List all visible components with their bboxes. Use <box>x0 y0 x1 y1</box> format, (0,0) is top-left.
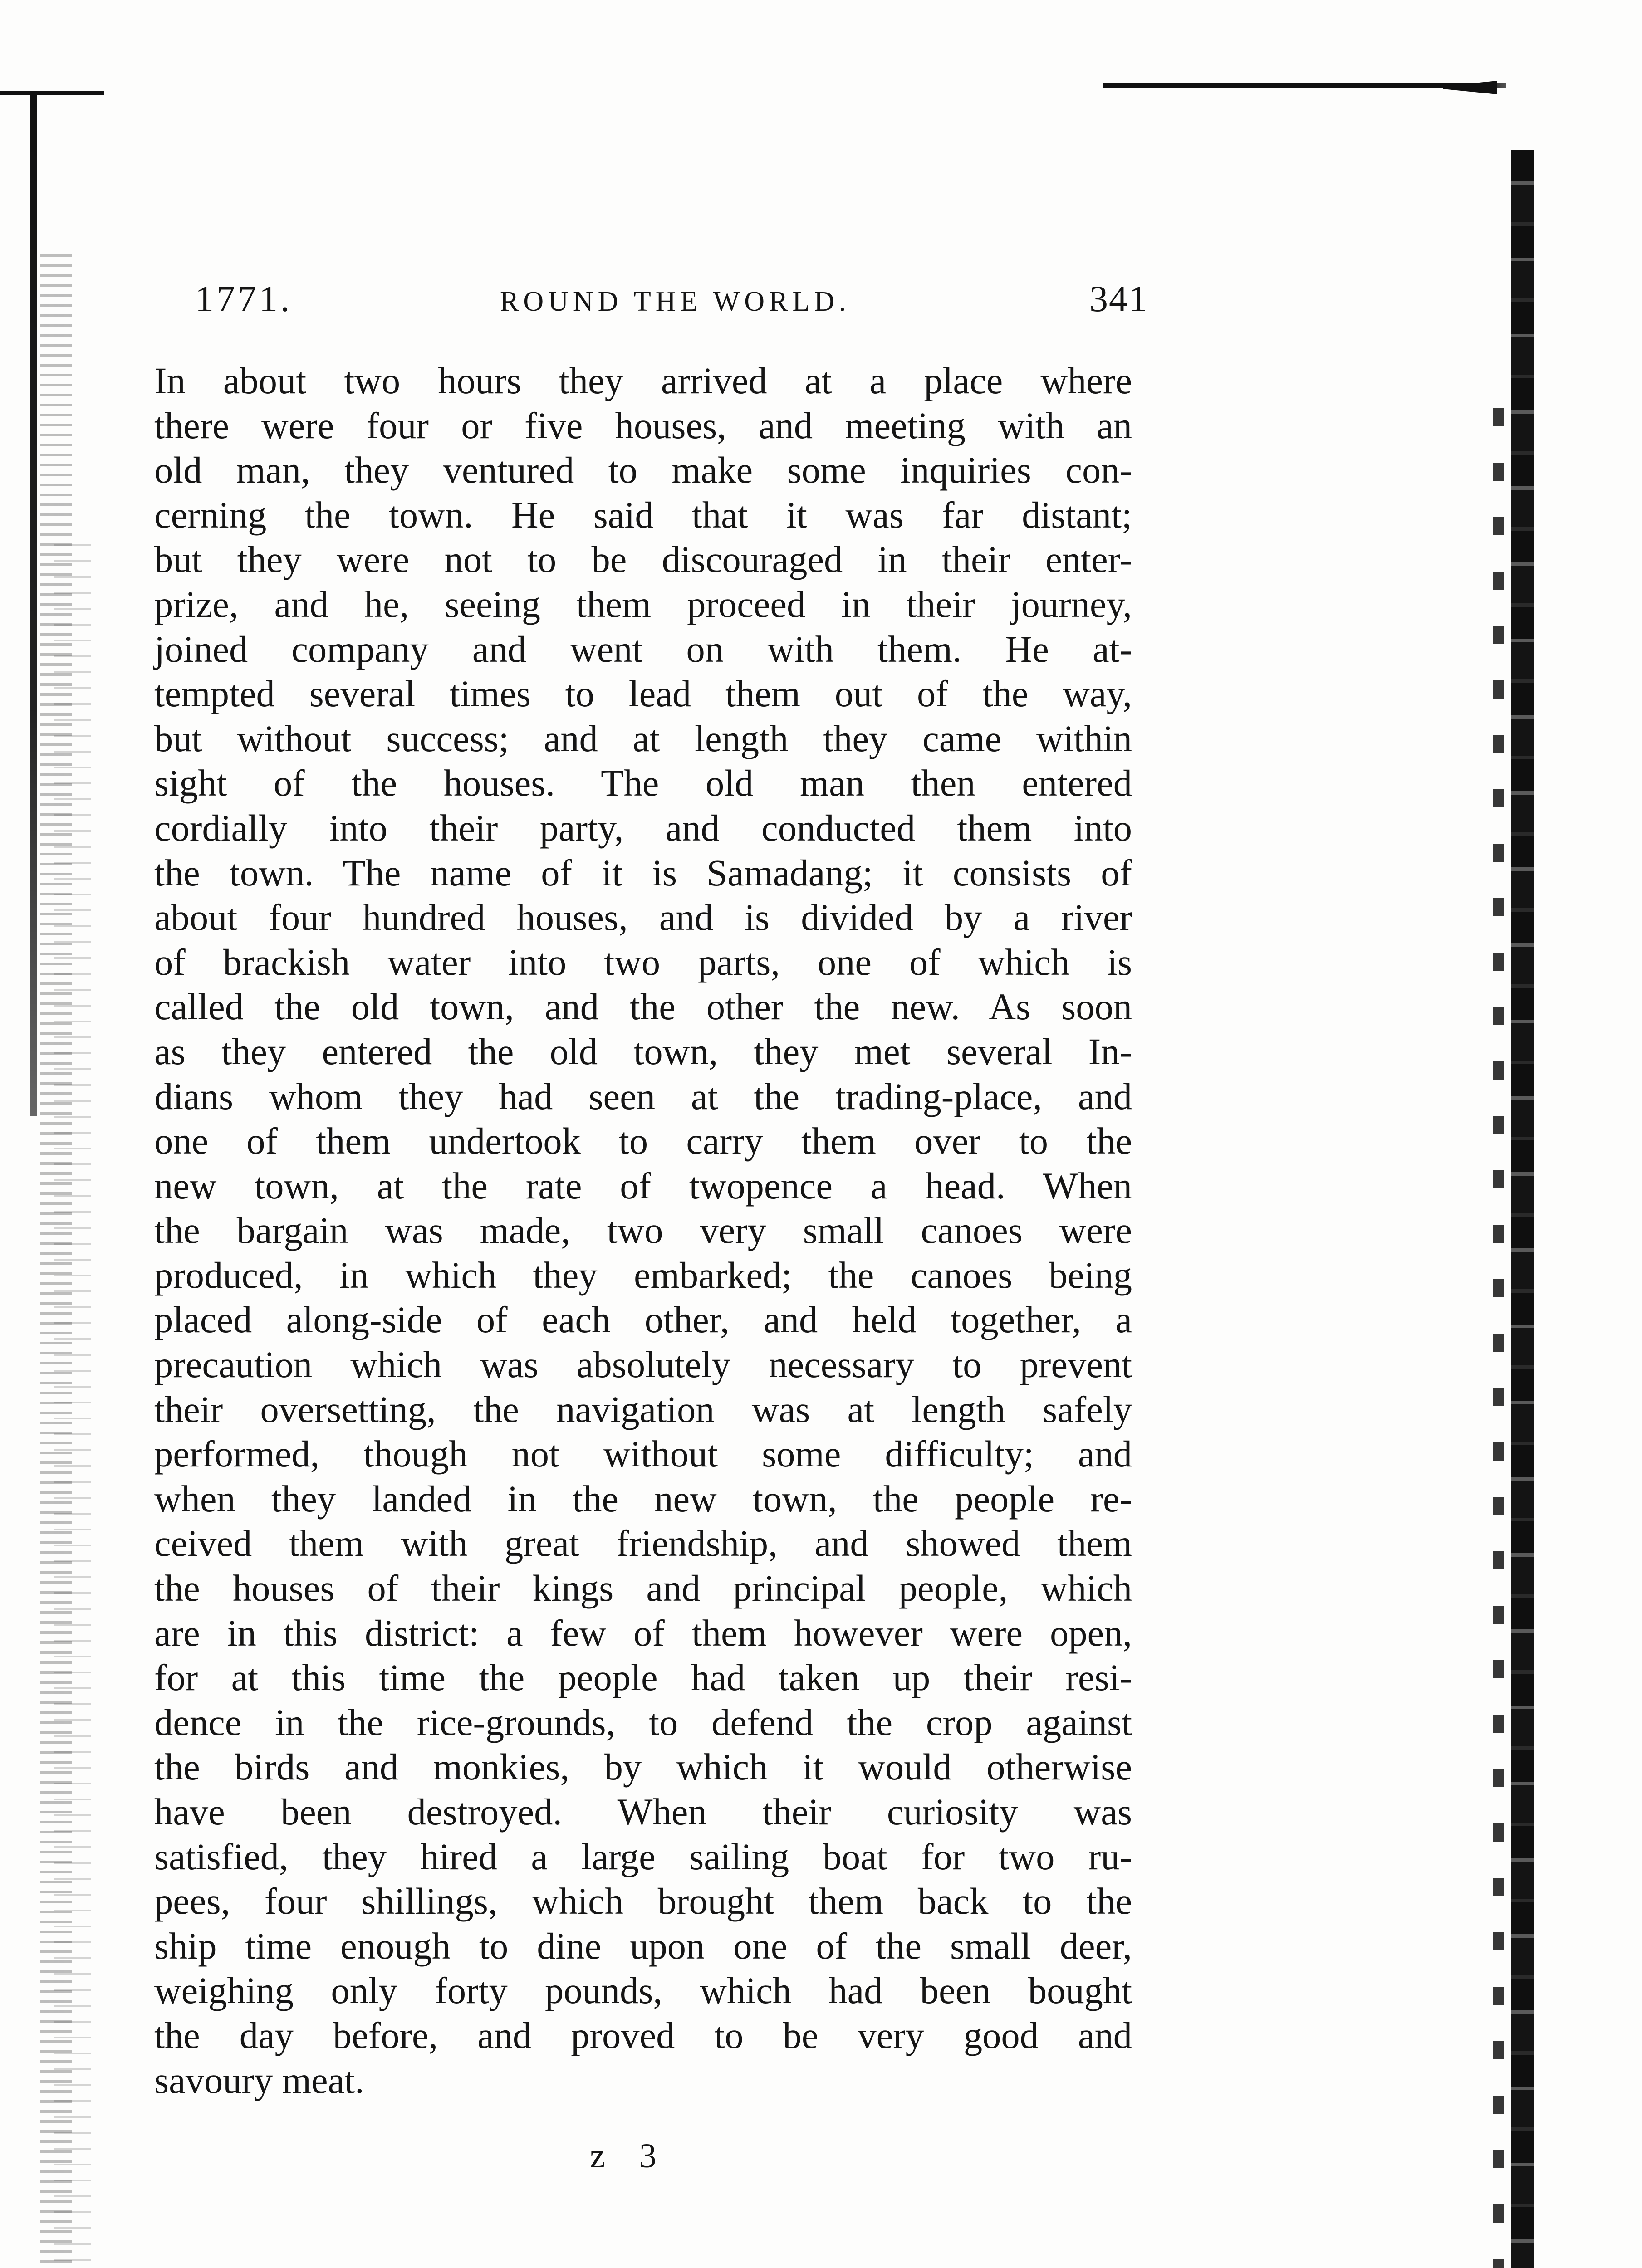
text-line: called the old town, and the other the new. As soon <box>154 986 1132 1028</box>
text-line: old man, they ventured to make some inquiries con- <box>154 449 1132 491</box>
text-line: pees, four shillings, which brought them back to the <box>154 1880 1132 1922</box>
text-line: cordially into their party, and conducted them into <box>154 807 1132 849</box>
text-line: have been destroyed. When their curiosity was <box>154 1791 1132 1833</box>
running-head <box>195 278 1148 318</box>
text-line: dians whom they had seen at the trading-place, and <box>154 1075 1132 1117</box>
text-line: for at this time the people had taken up their resi- <box>154 1657 1132 1699</box>
text-line: of brackish water into two parts, one of which is <box>154 941 1132 983</box>
text-line: prize, and he, seeing them proceed in their journey, <box>154 583 1132 625</box>
text-line: satisfied, they hired a large sailing boat for two ru- <box>154 1835 1132 1877</box>
signature-mark: z 3 <box>590 2137 669 2175</box>
text-line: new town, at the rate of twopence a head. When <box>154 1164 1132 1207</box>
text-line: about four hundred houses, and is divided by a river <box>154 896 1132 938</box>
text-line: cerning the town. He said that it was far distant; <box>154 494 1132 536</box>
text-line: sight of the houses. The old man then entered <box>154 762 1132 804</box>
text-line: ship time enough to dine upon one of the small deer, <box>154 1925 1132 1967</box>
text-line: as they entered the old town, they met several In- <box>154 1030 1132 1072</box>
text-line: tempted several times to lead them out of the way, <box>154 673 1132 715</box>
text-line: the bargain was made, two very small canoes were <box>154 1209 1132 1251</box>
binding-edge-speckle-secondary <box>54 544 91 2268</box>
binding-edge-top-mark <box>0 91 104 95</box>
text-line: In about two hours they arrived at a place where <box>154 360 1132 401</box>
text-line: when they landed in the new town, the people re- <box>154 1477 1132 1520</box>
page-edge-speckle <box>1493 408 1504 2268</box>
text-line: there were four or five houses, and meeting with an <box>154 404 1132 446</box>
text-line: ceived them with great friendship, and showed them <box>154 1522 1132 1564</box>
text-line: the birds and monkies, by which it would otherwise <box>154 1746 1132 1788</box>
text-line: produced, in which they embarked; the canoes being <box>154 1254 1132 1296</box>
text-line: are in this district: a few of them however were open, <box>154 1612 1132 1654</box>
binding-edge-shadow <box>30 95 37 1116</box>
text-line: their oversetting, the navigation was at length safely <box>154 1388 1132 1430</box>
text-line: placed along-side of each other, and held together, a <box>154 1299 1132 1341</box>
text-line: but without success; and at length they came within <box>154 717 1132 759</box>
text-line: dence in the rice-grounds, to defend the crop against <box>154 1701 1132 1743</box>
running-head-title: ROUND THE WORLD. <box>500 286 851 317</box>
text-line: but they were not to be discouraged in their enter- <box>154 538 1132 581</box>
body-text <box>154 358 1132 2102</box>
text-line: one of them undertook to carry them over to the <box>154 1120 1132 1162</box>
text-line: the houses of their kings and principal people, which <box>154 1567 1132 1609</box>
text-line: weighing only forty pounds, which had been bought <box>154 1970 1132 2012</box>
top-edge-rule-cap <box>1443 81 1497 94</box>
text-line-final: savoury meat. <box>154 2059 364 2101</box>
text-line: performed, though not without some difficulty; and <box>154 1433 1132 1475</box>
page-edge-shadow <box>1511 150 1534 2268</box>
page-number: 341 <box>1089 278 1148 319</box>
text-line: the day before, and proved to be very good and <box>154 2014 1132 2056</box>
text-line: precaution which was absolutely necessary to prevent <box>154 1344 1132 1386</box>
text-line: joined company and went on with them. He at- <box>154 628 1132 670</box>
running-head-year: 1771. <box>195 278 293 319</box>
text-line: the town. The name of it is Samadang; it consists of <box>154 851 1132 894</box>
